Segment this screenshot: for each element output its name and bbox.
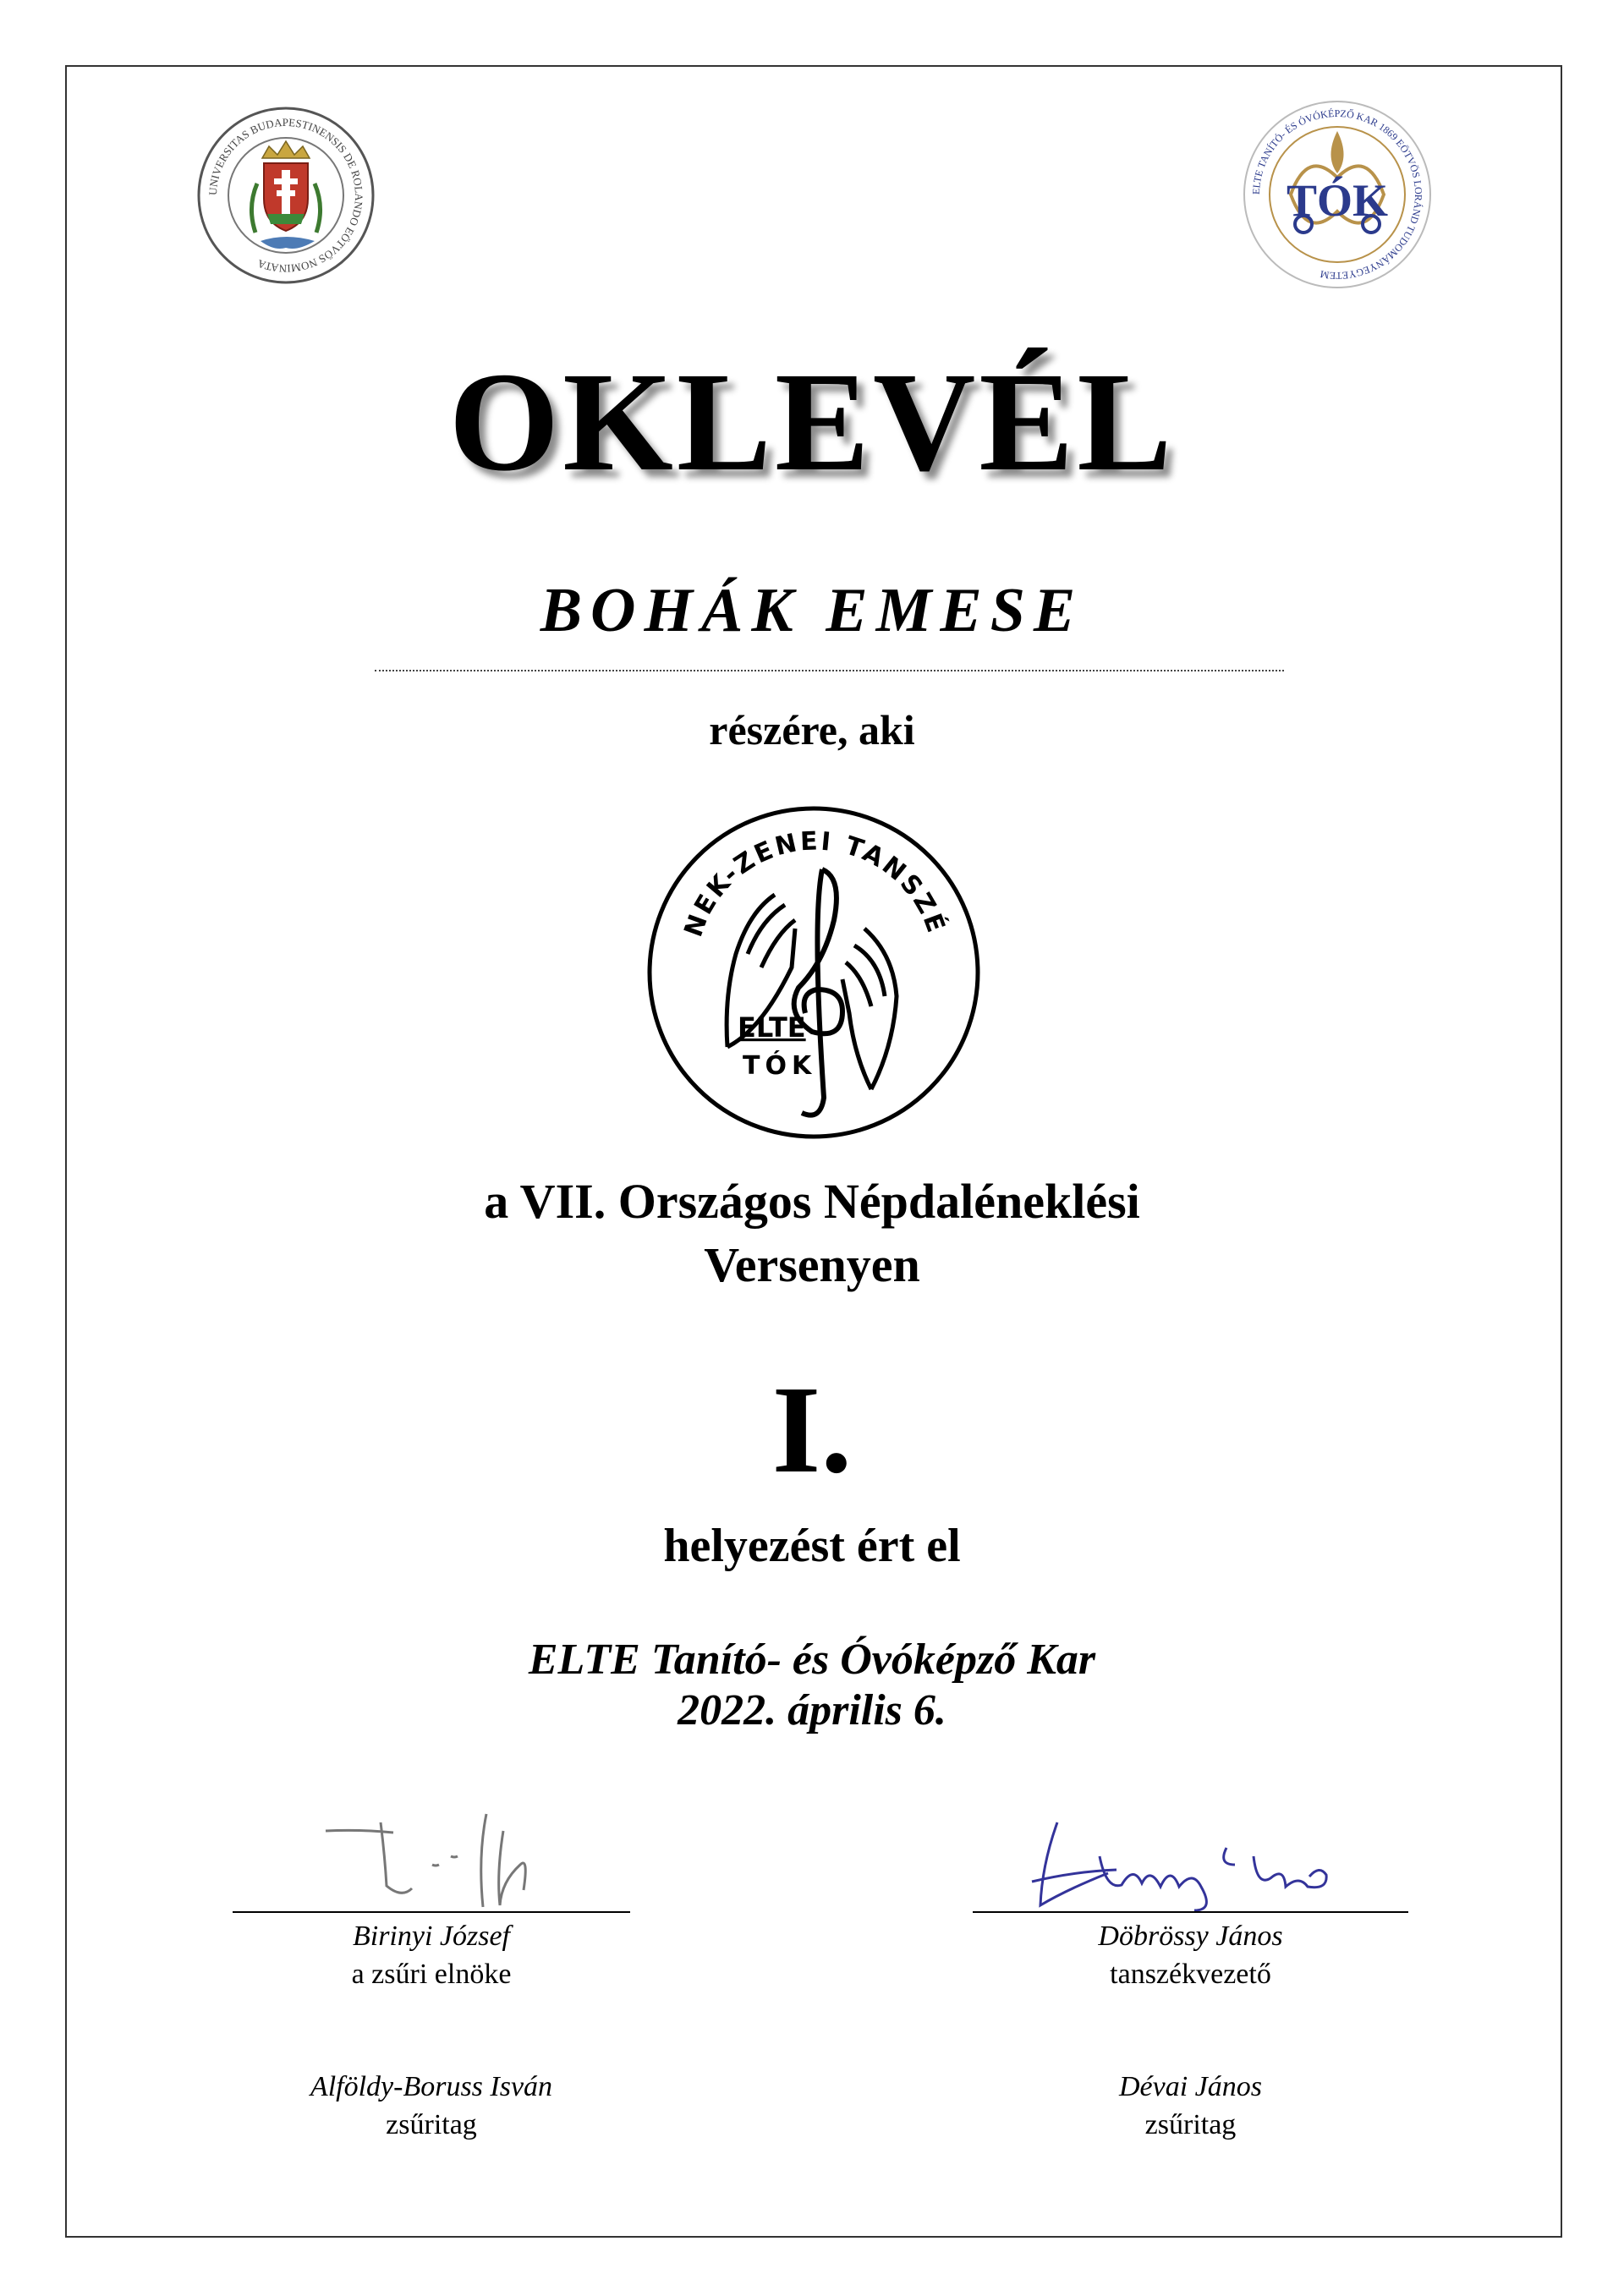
signature-dobrossy-icon xyxy=(973,1806,1408,1911)
jury-member-right xyxy=(973,2063,1408,2143)
recipient-name: BOHÁK EMESE xyxy=(540,576,1084,645)
tok-faculty-seal-icon xyxy=(1240,97,1435,292)
svg-text:ÉNEK-ZENEI TANSZÉK: NEK-ZENEI TANSZÉ xyxy=(678,826,952,941)
signature-block-right xyxy=(973,1806,1408,1992)
signature-line-right xyxy=(973,1911,1408,1913)
signature-line-left xyxy=(233,1911,630,1913)
signatory-role-right: tanszékvezető xyxy=(1110,1958,1271,1990)
jury-role-left: zsűritag xyxy=(386,2108,477,2140)
signatory-name-left: Birinyi József xyxy=(352,1921,511,1952)
competition-line-1: a VII. Országos Népdaléneklési xyxy=(484,1174,1140,1229)
institution-name: ELTE Tanító- és Óvóképző Kar xyxy=(528,1636,1096,1684)
for-text: részére, aki xyxy=(709,706,915,753)
jury-name-right: Dévai János xyxy=(1118,2071,1262,2102)
signatory-role-left: a zsűri elnöke xyxy=(351,1958,512,1990)
competition-line-2: Versenyen xyxy=(704,1237,920,1293)
svg-text:ELTE TANÍTÓ- ÉS ÓVÓKÉPZŐ KAR 1: ELTE TANÍTÓ- ÉS ÓVÓKÉPZŐ KAR 1869 EÖTVÖS LORÁND TUDOMÁNYEGYETEM xyxy=(1249,107,1425,282)
signature-birinyi-icon xyxy=(233,1806,630,1911)
achieved-text: helyezést ért el xyxy=(663,1520,961,1572)
certificate-title: OKLEVÉL xyxy=(448,343,1176,501)
university-seal-icon xyxy=(196,106,376,285)
signatory-name-right: Döbrössy János xyxy=(1098,1921,1283,1952)
svg-text:TÓK: TÓK xyxy=(1286,175,1389,226)
jury-member-left xyxy=(233,2063,630,2143)
competition-name xyxy=(0,1170,1624,1297)
jury-role-right: zsűritag xyxy=(1144,2108,1237,2140)
name-underline xyxy=(375,670,1284,671)
institution-block xyxy=(0,1635,1624,1736)
music-department-logo-icon xyxy=(643,802,985,1143)
svg-text:TÓK: TÓK xyxy=(743,1051,817,1081)
jury-name-left: Alföldy-Boruss Isván xyxy=(310,2071,553,2102)
placement: I. xyxy=(771,1361,853,1499)
svg-text:UNIVERSITAS BUDAPESTINENSIS DE: UNIVERSITAS BUDAPESTINENSIS DE ROLANDO EÖTVÖS NOMINATA xyxy=(206,115,366,276)
svg-text:ELTE: ELTE xyxy=(738,1011,806,1044)
certificate-date: 2022. április 6. xyxy=(678,1685,946,1734)
signature-block-left xyxy=(233,1806,630,1992)
